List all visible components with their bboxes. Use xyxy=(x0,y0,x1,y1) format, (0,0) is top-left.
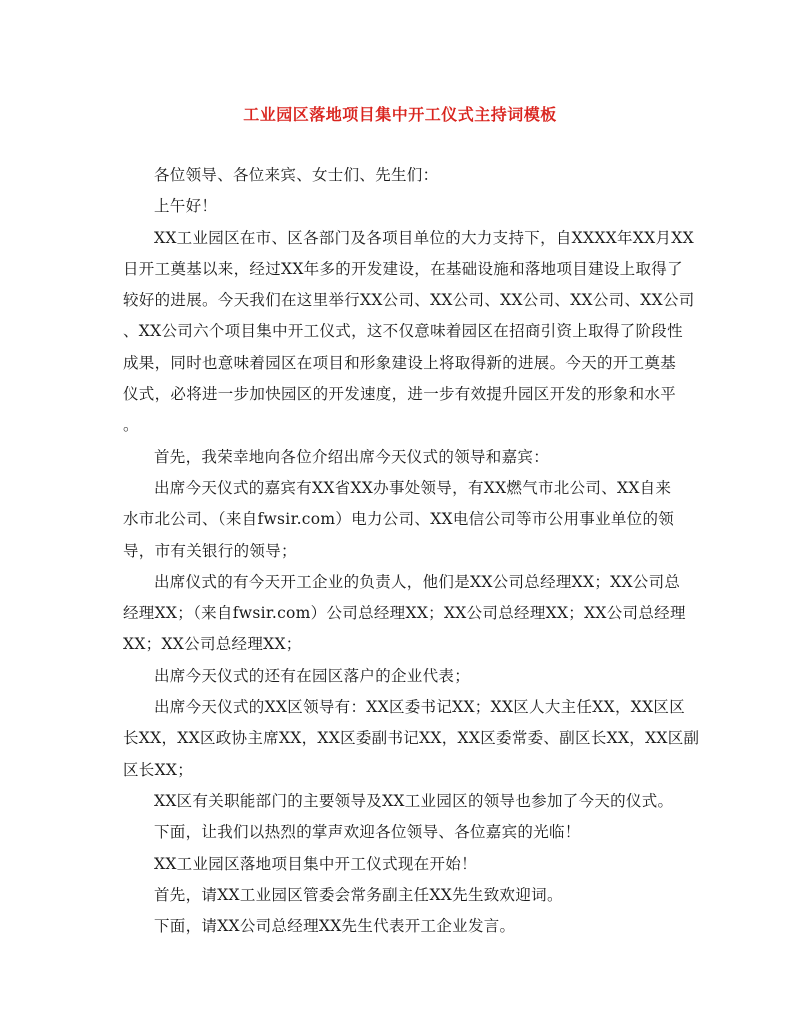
text-line: 仪式，必将进一步加快园区的开发速度，进一步有效提升园区开发的形象和水平 xyxy=(123,385,677,404)
text-line: 经理XX；（来自fwsir.com）公司总经理XX；XX公司总经理XX；XX公司总经理 xyxy=(123,604,686,623)
text-line: 、XX公司六个项目集中开工仪式，这不仅意味着园区在招商引资上取得了阶段性 xyxy=(123,322,683,341)
document-body xyxy=(123,160,700,942)
text-line: 下面，让我们以热烈的掌声欢迎各位领导、各位嘉宾的光临！ xyxy=(154,823,581,842)
text-line: 上午好！ xyxy=(154,197,218,216)
text-line: XX区有关职能部门的主要领导及XX工业园区的领导也参加了今天的仪式。 xyxy=(154,791,674,810)
text-line: 出席今天仪式的嘉宾有XX省XX办事处领导，有XX燃气市北公司、XX自来 xyxy=(154,478,672,497)
document-title: 工业园区落地项目集中开工仪式主持词模板 xyxy=(243,105,557,124)
text-line: 。 xyxy=(123,416,139,435)
text-line: 首先，请XX工业园区管委会常务副主任XX先生致欢迎词。 xyxy=(154,885,563,904)
text-line: 出席今天仪式的还有在园区落户的企业代表； xyxy=(154,666,471,685)
text-line: 导，市有关银行的领导； xyxy=(123,541,297,560)
text-line: 出席仪式的有今天开工企业的负责人，他们是XX公司总经理XX；XX公司总 xyxy=(154,572,681,591)
text-line: 较好的进展。今天我们在这里举行XX公司、XX公司、XX公司、XX公司、XX公司 xyxy=(123,291,695,310)
text-line: 日开工奠基以来，经过XX年多的开发建设，在基础设施和落地项目建设上取得了 xyxy=(123,259,683,278)
text-line: 区长XX； xyxy=(123,760,194,779)
text-line: 水市北公司、（来自fwsir.com）电力公司、XX电信公司等市公用事业单位的领 xyxy=(123,510,675,529)
text-line: 首先，我荣幸地向各位介绍出席今天仪式的领导和嘉宾： xyxy=(154,447,550,466)
text-line: 长XX，XX区政协主席XX，XX区委副书记XX，XX区委常委、副区长XX，XX区副 xyxy=(123,729,700,748)
text-line: 成果，同时也意味着园区在项目和形象建设上将取得新的进展。今天的开工奠基 xyxy=(123,353,677,372)
text-line: XX工业园区落地项目集中开工仪式现在开始！ xyxy=(154,854,477,873)
text-line: XX工业园区在市、区各部门及各项目单位的大力支持下，自XXXX年XX月XX xyxy=(154,228,694,247)
text-line: XX；XX公司总经理XX； xyxy=(123,635,302,654)
text-line: 各位领导、各位来宾、女士们、先生们： xyxy=(154,166,439,184)
text-line: 出席今天仪式的XX区领导有：XX区委书记XX；XX区人大主任XX，XX区区 xyxy=(154,698,686,717)
text-line: 下面，请XX公司总经理XX先生代表开工企业发言。 xyxy=(154,917,516,936)
